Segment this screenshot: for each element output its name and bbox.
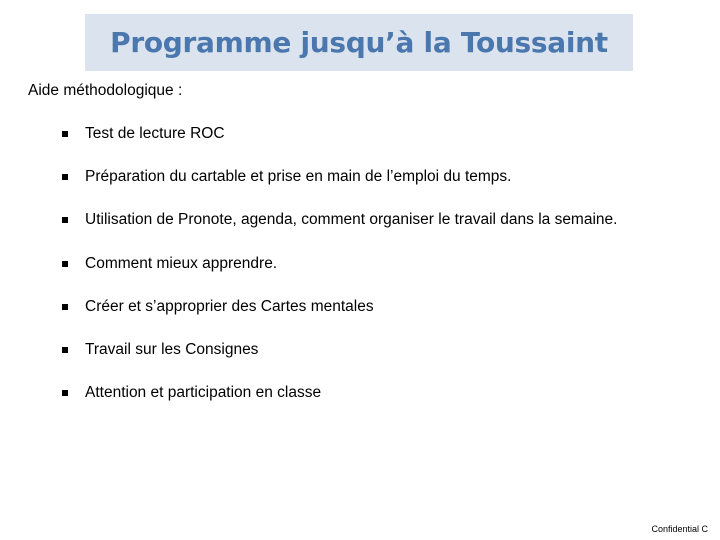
square-bullet-icon: [62, 347, 68, 353]
list-item: [62, 211, 617, 229]
list-item: [62, 168, 512, 186]
square-bullet-icon: [62, 174, 68, 180]
square-bullet-icon: [62, 390, 68, 396]
list-item-text: Comment mieux apprendre.: [85, 255, 278, 272]
list-item: [62, 341, 258, 359]
confidentiality-label: Confidential C: [651, 524, 708, 534]
list-item-text: Préparation du cartable et prise en main de l’emploi du temps.: [85, 168, 512, 185]
square-bullet-icon: [62, 217, 68, 223]
title-box: [85, 14, 633, 71]
list-item-text: Travail sur les Consignes: [85, 341, 259, 358]
square-bullet-icon: [62, 261, 68, 267]
list-item-text: Test de lecture ROC: [85, 125, 225, 142]
list-item-text: Attention et participation en classe: [85, 384, 322, 401]
list-item-text: Utilisation de Pronote, agenda, comment organiser le travail dans la semaine.: [85, 211, 618, 228]
list-item: [62, 255, 277, 273]
list-item-text: Créer et s’approprier des Cartes mentales: [85, 298, 374, 315]
list-item: [62, 384, 321, 402]
slide-title: Programme jusqu’à la Toussaint: [110, 26, 608, 59]
list-item: [62, 125, 225, 143]
section-heading: Aide méthodologique :: [28, 82, 183, 99]
square-bullet-icon: [62, 304, 68, 310]
square-bullet-icon: [62, 131, 68, 137]
list-item: [62, 298, 374, 316]
